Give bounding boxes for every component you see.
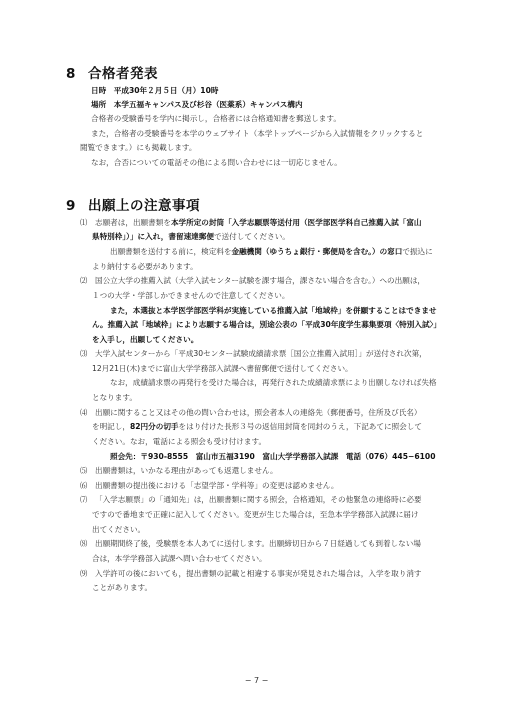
- item-4-line-3: ください。なお，電話による照会も受け付けます。: [92, 437, 267, 446]
- item-1-fee-tail: で振込に: [402, 247, 433, 256]
- item-3-line-4: となります。: [92, 393, 137, 402]
- item-3-line-3: なお，成績請求票の再発行を受けた場合は，再発行された成績請求票により出願しなければ失格: [110, 378, 437, 387]
- item-4-line-2: [92, 422, 422, 432]
- item-5-line-1: 出願書類は，いかなる理由があっても返還しません。: [95, 466, 278, 475]
- s8-paragraph-2-line-2: 閲覧できます。）にも掲載します。: [80, 143, 197, 152]
- item-7-line-2: ですので番地まで正確に記入してください。変更が生じた場合は，至急本学学務部入試課に届け: [92, 510, 419, 519]
- section-8-title: 合格者発表: [88, 66, 158, 82]
- item-3-line-2: 12月21日(木)までに富山大学学務部入試課へ書留郵便で送付してください。: [92, 364, 353, 373]
- section-9-title: 出願上の注意事項: [88, 198, 200, 214]
- item-4-line-1: 出願に関すること又はその他の問い合わせは，照会者本人の連絡先（郵便番号，住所及び氏名）: [95, 408, 422, 417]
- inquiry-contact: 照会先：〒930-8555 富山市五福3190 富山大学学務部入試課 電話（076）445−6100: [110, 452, 436, 461]
- item-marker-5: ⑸: [80, 466, 88, 475]
- item-marker-6: ⑹: [80, 481, 88, 490]
- item-7-line-1: 「入学志願票」の「通知先」は，出願書類に関する照会，合格通知，その他緊急の連絡時に必要: [95, 495, 422, 504]
- item-9-line-1: 入学許可の後においても，提出書類の記載と相違する事実が発見された場合は，入学を取り消す: [95, 569, 422, 578]
- item-6-line-1: 出願書類の提出後における「志望学部・学科等」の変更は認めません。: [95, 481, 339, 490]
- item-marker-7: ⑺: [80, 495, 88, 504]
- item-1-text-c: で送付してください。: [213, 232, 290, 241]
- item-2-line-2: １つの大学・学部しかできませんので注意してください。: [92, 291, 290, 300]
- item-1-envelope-emphasis: 本学所定の封筒「入学志願票等送付用（医学部医学科自己推薦入試「富山: [170, 218, 422, 227]
- item-1-line-1: [95, 218, 422, 228]
- item-2-line-4: ん。推薦入試「地域枠」により志願する場合は，別途公表の「平成30年度学生募集要項〈特別入試〉」: [92, 320, 441, 329]
- item-marker-1: ⑴: [80, 218, 88, 227]
- item-4-stamp-emphasis: 82円分の切手: [129, 422, 179, 431]
- item-9-line-2: ことがあります。: [92, 583, 153, 592]
- item-3-line-1: 大学入試センターから「平成30センター試験成績請求票［国公立推薦入試用］」が送付され次第，: [95, 349, 427, 358]
- announcement-place: 場所 本学五福キャンパス及び杉谷（医薬系）キャンパス構内: [91, 100, 303, 109]
- item-1-fee-text: 出願書類を送付する前に，検定料を: [110, 247, 232, 256]
- item-1-text-a: 志願者は，出願書類を: [95, 218, 171, 227]
- item-4-text-c: をはり付けた長形３号の返信用封筒を同封のうえ，下記あてに照会して: [178, 422, 422, 431]
- item-marker-8: ⑻: [80, 539, 88, 548]
- s8-paragraph-2-line-1: また，合格者の受験番号を本学のウェブサイト（本学トップページから入試情報をクリックすると: [91, 129, 424, 138]
- item-1-bank-emphasis: 金融機関（ゆうちょ銀行・郵便局を含む。）の窓口: [231, 247, 403, 256]
- page-number: − 7 −: [244, 676, 269, 685]
- item-2-line-5: を入手し，出願してください。: [92, 335, 199, 344]
- item-4-text-a: を明記し，: [92, 422, 130, 431]
- item-8-line-1: 出願期間終了後，受験票を本人あてに送付します。出願締切日から７日経過しても到着しない場: [95, 539, 421, 548]
- item-1-registered-mail-emphasis: 県特別枠」）」に入れ，書留速達郵便: [92, 232, 214, 241]
- item-1-line-4: より納付する必要があります。: [92, 262, 198, 271]
- item-1-line-2: [92, 232, 290, 242]
- item-marker-4: ⑷: [80, 408, 88, 417]
- item-marker-3: ⑶: [80, 349, 88, 358]
- section-9-heading: [66, 194, 200, 214]
- item-1-line-3: [110, 247, 433, 257]
- section-9-number: 9: [66, 198, 76, 214]
- item-marker-2: ⑵: [80, 276, 88, 285]
- section-8-number: 8: [66, 66, 76, 82]
- item-2-line-1: 国公立大学の推薦入試（大学入試センター試験を課す場合，課さない場合を含む。）への出願は，: [95, 276, 426, 285]
- announcement-date: 日時 平成30年２月５日（月）10時: [91, 86, 219, 95]
- section-8-heading: [66, 62, 158, 82]
- s8-paragraph-3: なお，合否についての電話その他による問い合わせには一切応じません。: [91, 158, 342, 167]
- item-7-line-3: 出てください。: [92, 525, 146, 534]
- item-8-line-2: 合は，本学学務部入試課へ問い合わせてください。: [92, 554, 267, 563]
- s8-paragraph-1: 合格者の受験番号を学内に掲示し，合格者には合格通知書を郵送します。: [91, 114, 341, 123]
- item-2-line-3: また，本選抜と本学医学部医学科が実施している推薦入試「地域枠」を併願することはできませ: [110, 306, 437, 315]
- item-marker-9: ⑼: [80, 569, 88, 578]
